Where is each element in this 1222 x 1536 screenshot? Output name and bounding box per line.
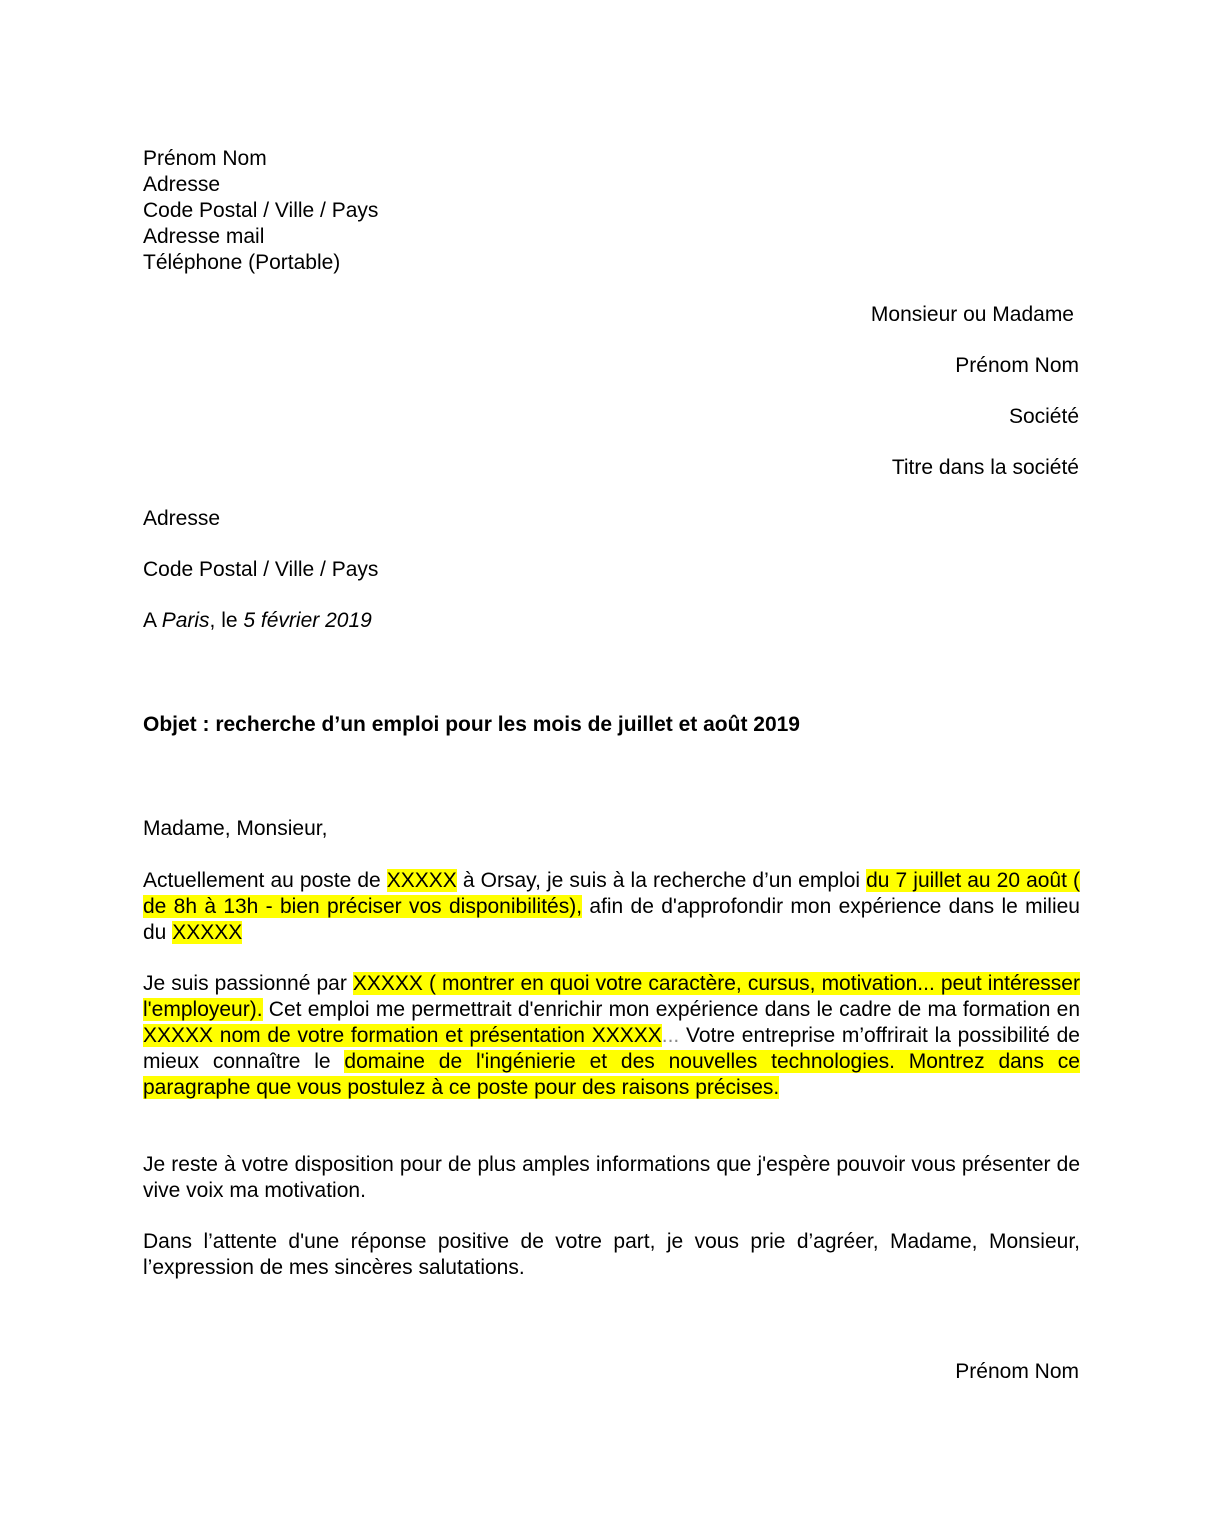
paragraph-2 <box>143 971 1080 1101</box>
recipient-name: Prénom Nom <box>955 354 1079 377</box>
p2-ellipsis: ... <box>661 1024 680 1047</box>
sender-address: Adresse <box>143 173 221 196</box>
recipient-salutation: Monsieur ou Madame <box>870 303 1074 326</box>
sender-email: Adresse mail <box>143 225 265 248</box>
sender-name: Prénom Nom <box>143 147 267 170</box>
recipient-city: Code Postal / Ville / Pays <box>143 558 379 581</box>
p1-text-2: à Orsay, je suis à la recherche d’un emploi <box>456 869 867 892</box>
sender-block <box>143 146 378 276</box>
paragraph-1 <box>143 868 1080 946</box>
p1-highlight-2: du 7 juillet au 20 août ( de 8h à 13h - bien préciser vos disponibilités), <box>143 869 1081 918</box>
p1-highlight-1: XXXXX <box>386 869 457 892</box>
p2-highlight-3: domaine de l'ingénierie et des nouvelles technologies. Montrez dans ce paragraphe que vous postulez à ce poste pour des raisons précises. <box>143 1050 1080 1099</box>
p2-text-2: Cet emploi me permettrait d'enrichir mon expérience dans le cadre de ma formation en <box>262 998 1080 1021</box>
p2-text-1: Je suis passionné par <box>143 972 353 995</box>
p2-text-3: Votre entreprise m’offrirait la possibilité de mieux connaître le <box>143 1024 1080 1073</box>
recipient-address: Adresse <box>143 507 221 530</box>
date-prefix: A <box>143 609 162 632</box>
paragraph-3: Je reste à votre disposition pour de plus amples informations que j'espère pouvoir vous présenter de vive voix ma motivation. <box>143 1153 1080 1202</box>
p2-highlight-2: XXXXX nom de votre formation et présentation XXXXX <box>143 1024 662 1047</box>
sender-city: Code Postal / Ville / Pays <box>143 199 379 222</box>
date-middle: , le <box>209 609 244 632</box>
sender-phone: Téléphone (Portable) <box>143 251 341 274</box>
recipient-company: Société <box>1008 405 1079 428</box>
letter-subject: Objet : recherche d’un emploi pour les mois de juillet et août 2019 <box>143 713 800 736</box>
date-place: Paris <box>161 609 210 632</box>
p2-highlight-1: XXXXX ( montrer en quoi votre caractère, cursus, motivation... peut intéresser l'employeur). <box>143 972 1080 1021</box>
date-line <box>143 608 372 634</box>
p1-text-1: Actuellement au poste de <box>143 869 387 892</box>
recipient-title: Titre dans la société <box>891 456 1079 479</box>
p1-text-3: afin de d'approfondir mon expérience dans le milieu du <box>143 895 1080 944</box>
letter-greeting: Madame, Monsieur, <box>143 817 328 840</box>
signature: Prénom Nom <box>955 1360 1079 1383</box>
date-value: 5 février 2019 <box>243 609 372 632</box>
paragraph-4: Dans l’attente d'une réponse positive de votre part, je vous prie d’agréer, Madame, Monsieur, l’expression de mes sincères salutations. <box>143 1230 1080 1279</box>
p1-highlight-3: XXXXX <box>172 921 243 944</box>
